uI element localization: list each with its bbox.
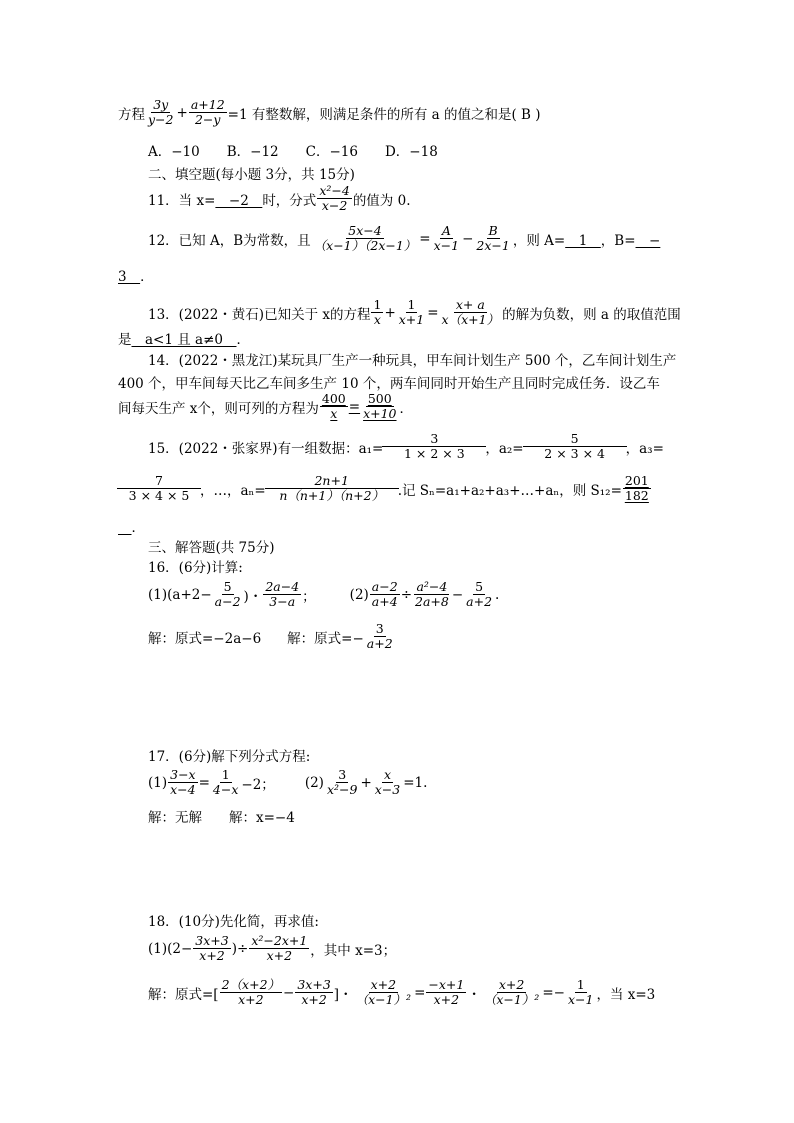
q12-line1: 12．已知 A，B为常数，且 $\frac{5x-4}{(x-1)(2x-1)}$ = $\frac{A}{x-1}$ − $\frac{B}{2x-1}$ ，则 A= 1 ，B= − — [148, 223, 661, 253]
q13-frac1: 1 x — [373, 297, 382, 327]
q13-line2: 是 a<1 且 a≠0 ． — [118, 328, 250, 348]
q15-line3: ． — [131, 520, 145, 536]
q12-frac1: $\frac{5x-4}{(x-1)(2x-1)}$ — [313, 223, 417, 253]
q18-heading: 18．(10分)先化简，再求值: — [148, 914, 319, 930]
q18-solution: 解：原式=[ 2（x+2） x+2 − $\frac{3x+3}{x+2}$ ]・ $\frac{x+2}{\text{（x−1）²}}$ = $\frac{-x+1}{x+2}$ ・ $\frac{x+2}{\text{（x−1）²}}$ =− $\frac{1}{x-1}$ ，当 x=3 — [148, 977, 656, 1007]
q10-frac2: $\frac{a+12}{2-y}$ — [190, 97, 225, 127]
q17-solutions: 解：无解 解：x=−4 — [148, 810, 295, 826]
q10-pre: 方程 — [118, 106, 145, 123]
section-3-heading: 三、解答题(共 75分) — [148, 540, 275, 556]
q12-answer-a: 1 — [565, 232, 601, 249]
q10-frac1: 3y y−2 — [148, 97, 174, 127]
q10-line: 方程 3y y−2 + $\frac{a+12}{2-y}$ =1 有整数解，则满足条件的所有 a 的值之和是( B ) — [118, 97, 541, 127]
q10-post: =1 有整数解，则满足条件的所有 a 的值之和是( B ) — [227, 106, 541, 123]
q10-options: A．−10 B．−12 C．−16 D．−18 — [148, 144, 438, 160]
q12-line2: 3 ． — [118, 269, 154, 285]
q11-frac: x²−4 x−2 — [319, 183, 350, 213]
q13-frac2: $\frac{1}{x+1}$ — [398, 297, 425, 327]
q17-problems: (1) $\frac{3-x}{x-4}$ = $\frac{1}{4-x}$ −2； (2) 3 x²−9 + $\frac{x}{x-3}$ =1. — [148, 767, 428, 797]
q16-solutions: 解：原式=−2a−6 解：原式=− $\frac{3}{a+2}$ — [148, 621, 393, 651]
q18-problem: (1)(2− $\frac{3x+3}{x+2}$ )÷ $\frac{\text{x²−2x+1}}{x+2}$ ，其中 x=3； — [148, 933, 397, 963]
q12-frac3: $\frac{B}{2x-1}$ — [476, 223, 510, 253]
q14-answer: $\frac{400}{x}$ = $\frac{500}{x+10}$ — [321, 391, 397, 421]
q15-answer: $\frac{201}{182}$ — [624, 473, 649, 503]
q13-answer: a<1 且 a≠0 — [131, 332, 237, 348]
q11-answer: −2 — [215, 192, 263, 209]
q16-problems: (1)(a+2− $\frac{5}{a-2}$ )・ 2a−4 3−a ； (2) $\frac{a-2}{a+4}$ ÷ $\frac{\text{a²−4}}{2a+8}$ − $\frac{5}{a+2}$ . — [148, 579, 500, 609]
section-2-heading: 二、填空题(每小题 3分，共 15分) — [148, 167, 355, 183]
q13-line1: 13．(2022・黄石)已知关于 x的方程 1 x + $\frac{1}{x+1}$ = $\frac{x+ a}{x(x+1)}$ 的解为负数，则 a 的取值范围 — [148, 297, 681, 327]
q16-heading: 16．(6分)计算: — [148, 560, 243, 576]
q11-line: 11．当 x= −2 时，分式 x²−4 x−2 的值为 0. — [148, 183, 411, 213]
q17-heading: 17．(6分)解下列分式方程: — [148, 749, 311, 765]
q14-line1: 14．(2022・黑龙江)某玩具厂生产一种玩具，甲车间计划生产 500 个，乙车间计划生产 — [148, 353, 677, 369]
q14-line2: 400 个，甲车间每天比乙车间多生产 10 个，两车间同时开始生产且同时完成任务．设乙车 — [118, 376, 660, 392]
q15-line1: 15．(2022・张家界)有一组数据：a₁= $\frac{3}{1 \times 2 \times 3}$ ，a₂= $\frac{5}{2 \times 3 \times 4}$ ，a₃= — [148, 431, 664, 461]
q12-answer-b: − — [635, 232, 661, 249]
q15-line2: 7 3 × 4 × 5 ，…，aₙ= $\frac{2n+1}{n(n+1)(n+2)}$ .记 Sₙ=a₁+a₂+a₃+…+aₙ，则 S₁₂= $\frac{201}{182}$ — [118, 474, 652, 503]
q12-frac2: $\frac{A}{x-1}$ — [433, 223, 460, 253]
q13-frac3: $\frac{x+ a}{x(x+1)}$ — [441, 297, 500, 327]
q14-line3: 间每天生产 x个，则可列的方程为 $\frac{400}{x}$ = $\frac{500}{x+10}$ ． — [118, 391, 414, 421]
